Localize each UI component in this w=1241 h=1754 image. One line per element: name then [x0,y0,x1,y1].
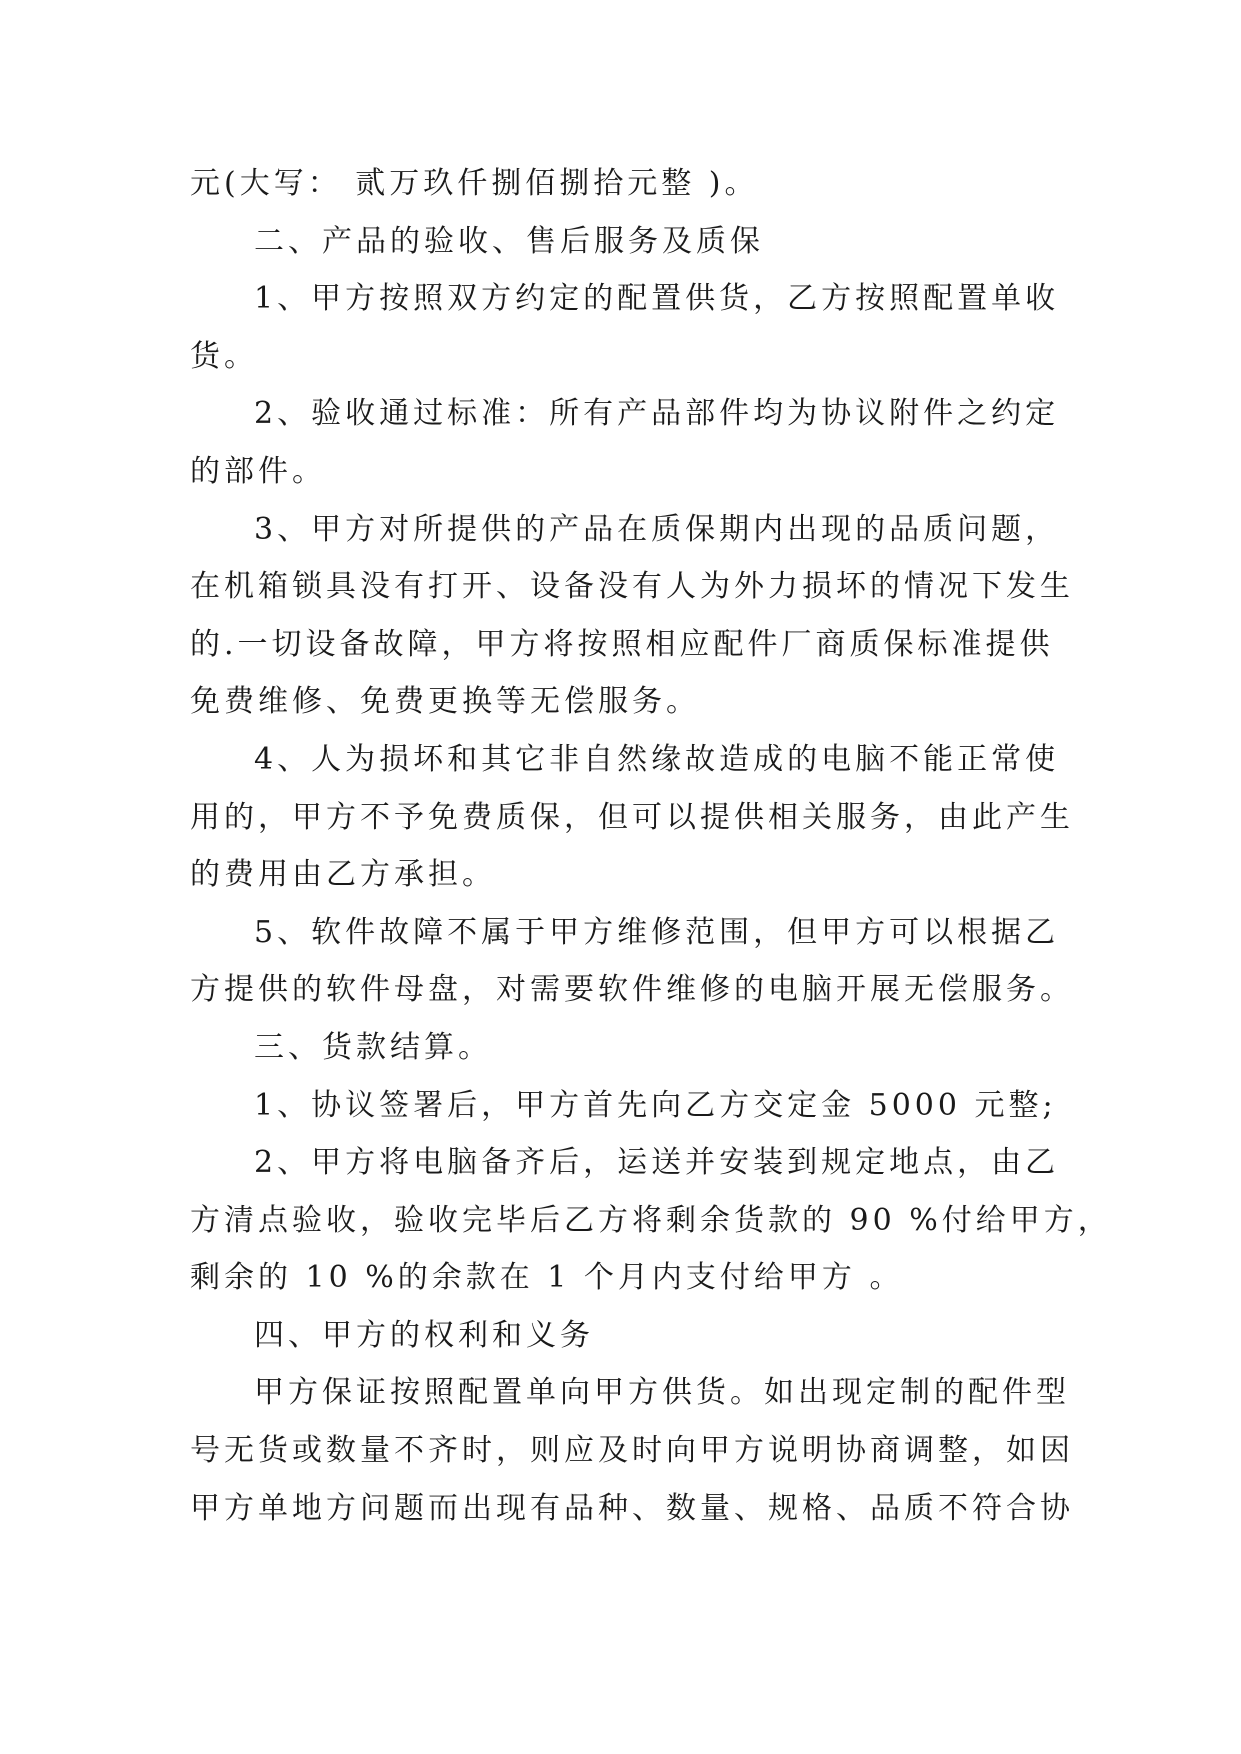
text-line-22: 甲方保证按照配置单向甲方供货。如出现定制的配件型 [254,1375,1070,1411]
text-line-15: 方提供的软件母盘，对需要软件维修的电脑开展无偿服务。 [190,972,1074,1008]
section-heading-3: 三、货款结算。 [254,1029,492,1065]
section-heading-4: 四、甲方的权利和义务 [254,1317,594,1353]
text-line-18: 2、甲方将电脑备齐后，运送并安装到规定地点，由乙 [254,1145,1060,1181]
text-line-17: 1、协议签署后，甲方首先向乙方交定金 5000 元整; [254,1087,1057,1123]
text-line-8: 在机箱锁具没有打开、设备没有人为外力损坏的情况下发生 [190,569,1074,605]
contract-body [190,155,1112,1537]
text-line-11: 4、人为损坏和其它非自然缘故造成的电脑不能正常使 [254,741,1060,777]
text-line-3: 1、甲方按照双方约定的配置供货，乙方按照配置单收 [254,281,1060,317]
text-line-13: 的费用由乙方承担。 [190,857,496,893]
text-line-5: 2、验收通过标准：所有产品部件均为协议附件之约定 [254,396,1060,432]
text-line-7: 3、甲方对所提供的产品在质保期内出现的品质问题， [254,511,1060,547]
text-line-9: 的.一切设备故障，甲方将按照相应配件厂商质保标准提供 [190,626,1054,662]
text-line-1: 元(大写： 贰万玖仟捌佰捌拾元整 )。 [190,166,759,201]
text-line-10: 免费维修、免费更换等无偿服务。 [190,684,700,720]
text-line-4: 货。 [190,338,258,374]
text-line-6: 的部件。 [190,453,326,489]
text-line-20: 剩余的 10 %的余款在 1 个月内支付给甲方 。 [190,1260,904,1296]
section-heading-2: 二、产品的验收、售后服务及质保 [254,223,764,259]
text-line-14: 5、软件故障不属于甲方维修范围，但甲方可以根据乙 [254,914,1060,950]
text-line-23: 号无货或数量不齐时，则应及时向甲方说明协商调整，如因 [190,1433,1074,1469]
text-line-19: 方清点验收，验收完毕后乙方将剩余货款的 90 %付给甲方， [190,1202,1112,1238]
text-line-24: 甲方单地方问题而出现有品种、数量、规格、品质不符合协 [190,1490,1074,1526]
text-line-12: 用的，甲方不予免费质保，但可以提供相关服务，由此产生 [190,799,1074,835]
